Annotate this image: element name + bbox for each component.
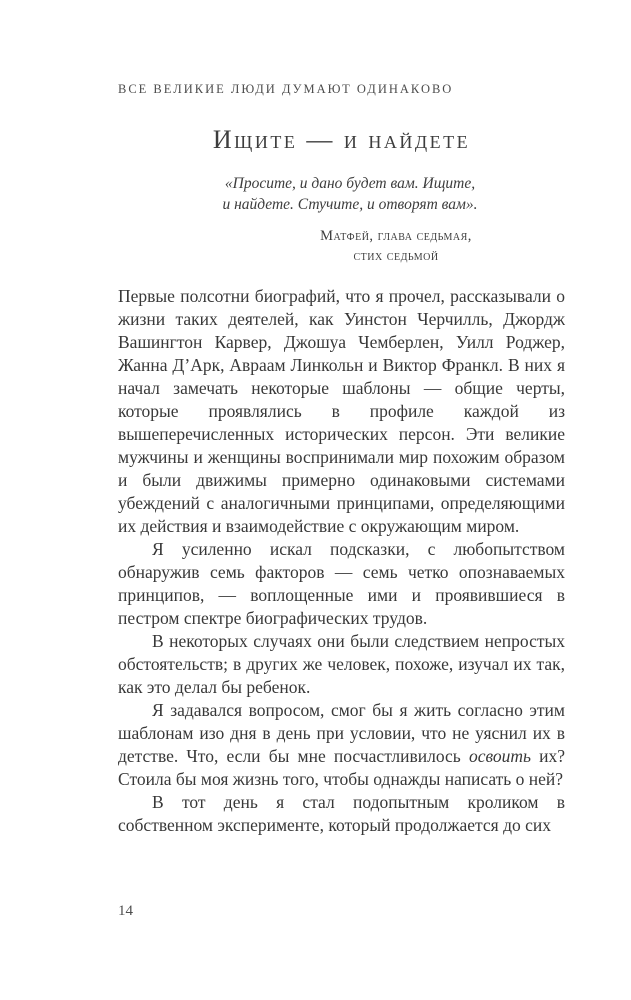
page-number: 14 bbox=[118, 903, 133, 919]
body-paragraph: В тот день я стал подопытным кроликом в собственном эксперименте, который продолжается до сих bbox=[118, 792, 565, 835]
chapter-title: Ищите — и найдете bbox=[212, 125, 471, 154]
epigraph-attribution-line: Матфей, глава седьмая, bbox=[320, 228, 472, 244]
epigraph-attribution-line: стих седьмой bbox=[353, 248, 439, 264]
body-text bbox=[118, 285, 565, 837]
body-paragraph: Первые полсотни биографий, что я прочел, рассказывали о жизни таких деятелей, как Уинстон Черчилль, Джордж Вашингтон Карвер, Джошуа Чемберлен, Уилл Роджер, Жанна Д’Арк, Авраам Линкольн и Виктор Франкл. В них я начал замечать некоторые шаблоны — общие черты, которые проявлялись в профиле каждой из вышеперечисленных исторических персон. Эти великие мужчины и женщины воспринимали мир похожим образом и были движимы примерно одинаковыми системами убеждений с аналогичными принципами, определяющими их действия и взаимодействие с окружающим миром. bbox=[118, 286, 565, 536]
epigraph-quote-line: и найдете. Стучите, и отворят вам». bbox=[222, 196, 478, 213]
italic-word: освоить bbox=[468, 746, 531, 766]
paragraph-text: их? Стоила бы моя жизнь того, чтобы однажды написать о ней? bbox=[118, 746, 565, 789]
paragraph-text: Я задавался вопросом, смог бы я жить согласно этим шаблонам изо дня в день при условии, что не уяснил их в детстве. Что, если бы мне посчастливилось bbox=[118, 700, 565, 766]
epigraph-attribution bbox=[286, 226, 506, 266]
epigraph-quote bbox=[194, 173, 506, 215]
body-paragraph bbox=[118, 699, 565, 791]
running-header: ВСЕ ВЕЛИКИЕ ЛЮДИ ДУМАЮТ ОДИНАКОВО bbox=[118, 82, 454, 96]
body-paragraph: В некоторых случаях они были следствием непростых обстоятельств; в других же человек, похоже, изучал их так, как это делал бы ребенок. bbox=[118, 631, 565, 697]
body-paragraph: Я усиленно искал подсказки, с любопытством обнаружив семь факторов — семь четко опознаваемых принципов, — воплощенные ими и проявившиеся в пестром спектре биографических трудов. bbox=[118, 539, 565, 628]
epigraph-quote-line: «Просите, и дано будет вам. Ищите, bbox=[224, 175, 476, 192]
epigraph bbox=[194, 173, 506, 266]
